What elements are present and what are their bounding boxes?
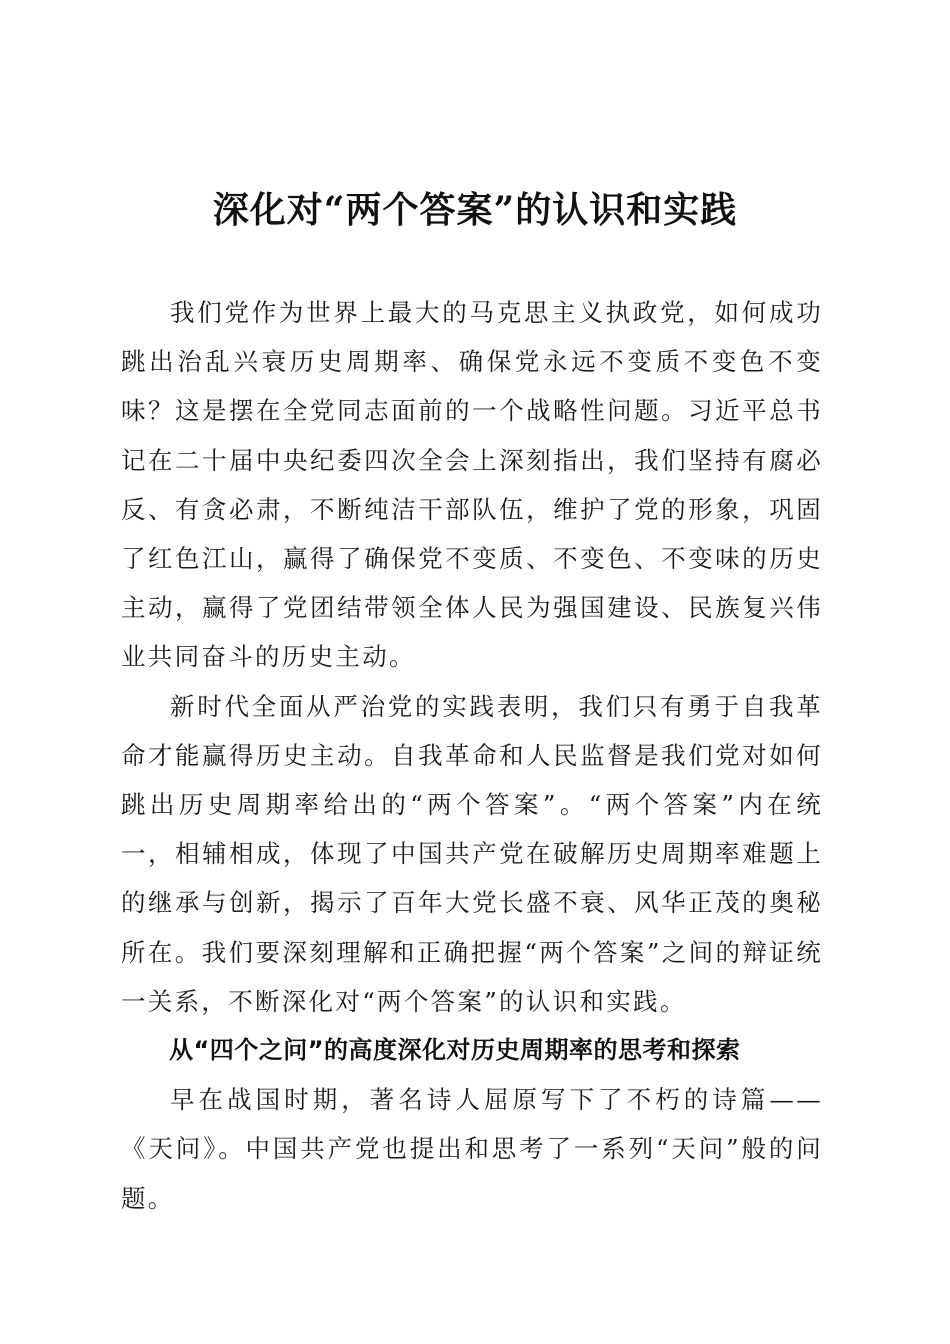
document-body [121,288,823,1223]
section-heading: 从“四个之问”的高度深化对历史周期率的思考和探索 [169,1036,741,1065]
section-paragraph-1: 早在战国时期，著名诗人屈原写下了不朽的诗篇——《天问》。中国共产党也提出和思考了一系列“天问”般的问题。 [121,1085,823,1213]
body-paragraph-2: 新时代全面从严治党的实践表明，我们只有勇于自我革命才能赢得历史主动。自我革命和人民监督是我们党对如何跳出历史周期率给出的“两个答案”。“两个答案”内在统一，相辅相成，体现了中国共产党在破解历史周期率难题上的继承与创新，揭示了百年大党长盛不衰、风华正茂的奥秘所在。我们要深刻理解和正确把握“两个答案”之间的辩证统一关系，不断深化对“两个答案”的认识和实践。 [121,691,823,1016]
body-paragraph-1: 我们党作为世界上最大的马克思主义执政党，如何成功跳出治乱兴衰历史周期率、确保党永远不变质不变色不变味？这是摆在全党同志面前的一个战略性问题。习近平总书记在二十届中央纪委四次全会上深刻指出，我们坚持有腐必反、有贪必肃，不断纯洁干部队伍，维护了党的形象，巩固了红色江山，赢得了确保党不变质、不变色、不变味的历史主动，赢得了党团结带领全体人民为强国建设、民族复兴伟业共同奋斗的历史主动。 [121,298,823,672]
document-title: 深化对“两个答案”的认识和实践 [212,189,738,231]
